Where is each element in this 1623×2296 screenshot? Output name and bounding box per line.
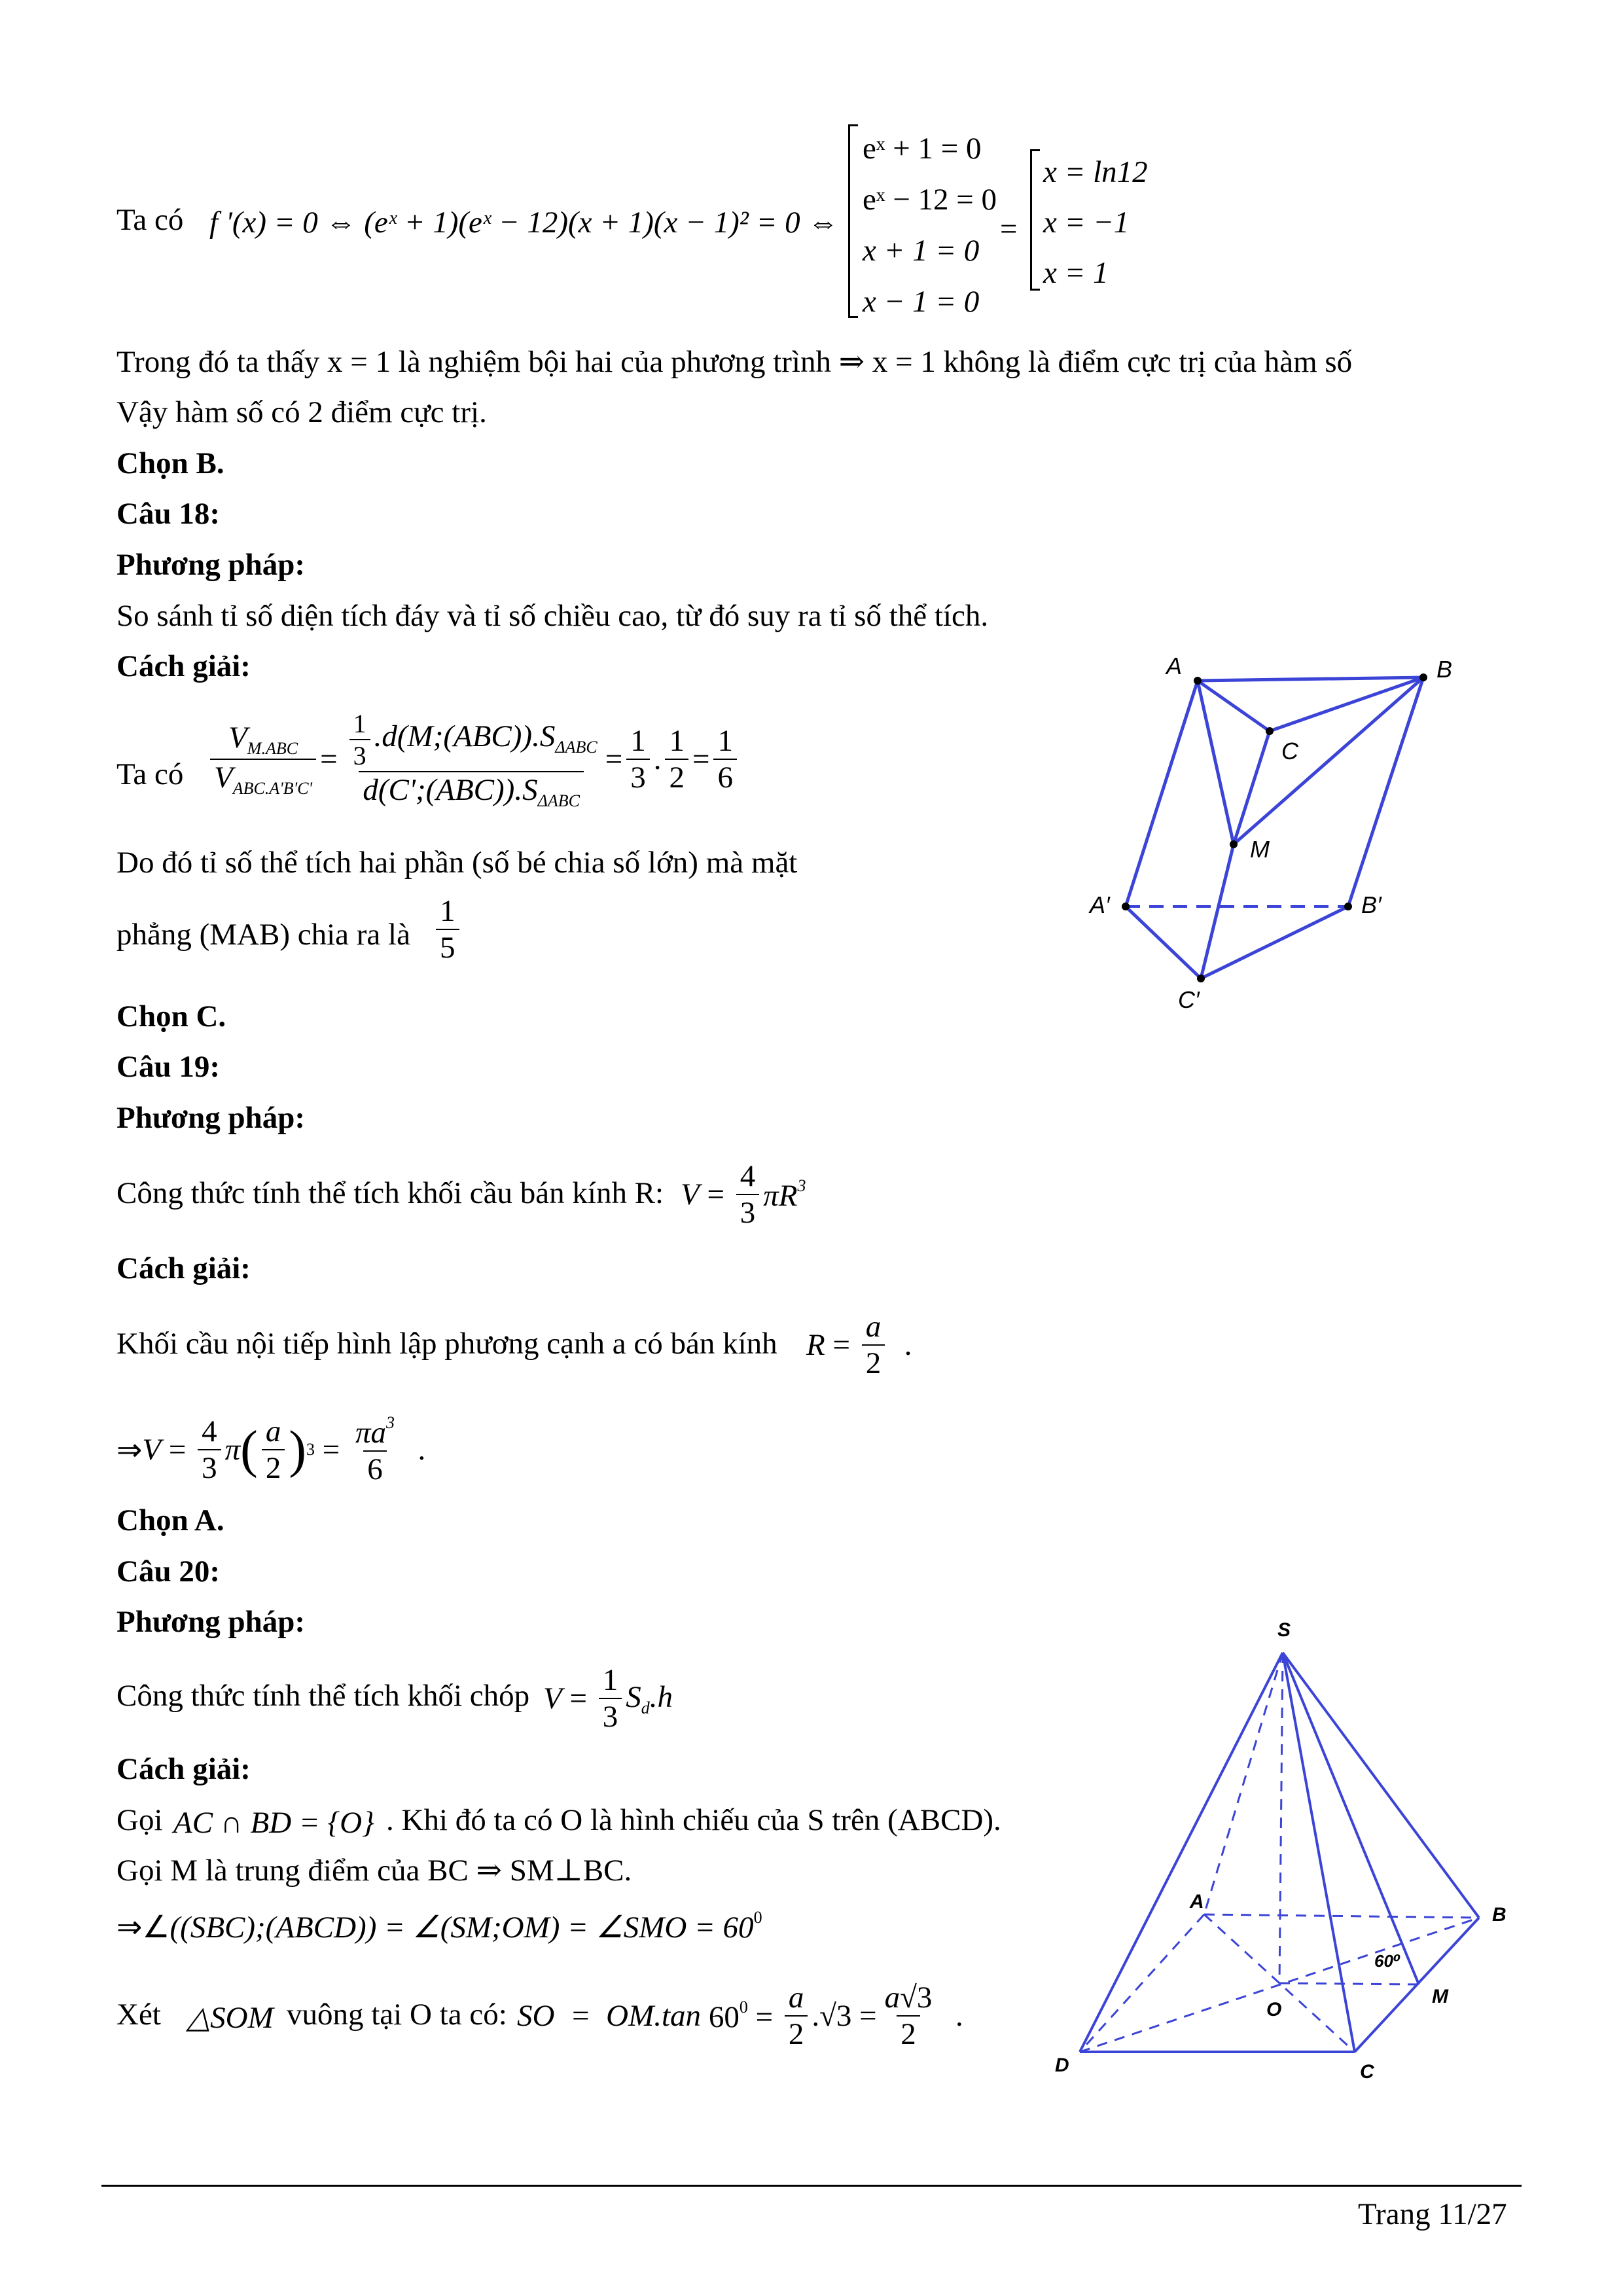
prism-figure (1073, 648, 1492, 1014)
q19-formula: V = $\frac{4}{3}$ $\pi R^3$ (681, 1159, 806, 1230)
q20-title: Câu 20: (116, 1554, 220, 1588)
q20-line-1a: Gọi (116, 1803, 163, 1837)
q17-system-3: x + 1 = 0 (863, 234, 980, 268)
pyramid-label-o: O (1266, 1999, 1282, 2020)
q19-text: Khối cầu nội tiếp hình lập phương cạnh a có bán kính (116, 1327, 777, 1361)
footer-rule (101, 2185, 1522, 2187)
q17-system-bracket (848, 124, 858, 318)
q18-title: Câu 18: (116, 497, 220, 531)
q19-method: Công thức tính thể tích khối cầu bán kính R: (116, 1176, 664, 1210)
q18-formula: $\frac{V_{M.ABC}}{V_{ABC.A'B'C'}}$ = $\frac{1}{3}$ $.d(M;(ABC)).S_{\Delta ABC}$ $d(C';(ABC)).S_{\Delta ABC}$ = $\frac{1}{3}$ . $\frac{1}{2}$ = $\frac{1}{6}$ (206, 694, 741, 825)
q17-system-4: x − 1 = 0 (863, 285, 980, 319)
q20-formula: V = $\frac{1}{3}$ $S_d.h$ (543, 1663, 673, 1734)
q19-volume: ⇒ V = $\frac{4}{3}$ π ( $\frac{a}{2}$ ) 3 = $\frac{\pi a^3}{6}$ . (116, 1412, 426, 1486)
q17-roots-bracket (1030, 149, 1040, 291)
q17-system-2: eˣ − 12 = 0 (863, 183, 997, 217)
q17-equation: f '(x) = 0 ⇔ (eˣ + 1)(eˣ − 12)(x + 1)(x − 1)² = 0 ⇔ (209, 206, 839, 240)
q20-line-4a: Xét (116, 1998, 161, 2032)
page-number: Trang 11/27 (1358, 2197, 1507, 2231)
pyramid-figure (1047, 1610, 1518, 2081)
q19-method-label: Phương pháp: (116, 1101, 306, 1135)
pyramid-label-d: D (1055, 2054, 1069, 2076)
q20-line-4b: vuông tại O ta có: (287, 1998, 507, 2032)
q18-method: So sánh tỉ số diện tích đáy và tỉ số chiều cao, từ đó suy ra tỉ số thể tích. (116, 599, 989, 633)
q20-triangle: △SOM (187, 2001, 274, 2035)
prism-label-a: A (1166, 653, 1183, 679)
q20-line-1b: . Khi đó ta có O là hình chiếu của S trên (ABCD). (386, 1803, 1001, 1837)
q19-answer: Chọn A. (116, 1503, 224, 1537)
prism-label-c-prime: C′ (1178, 986, 1200, 1013)
q19-radius: R = $\frac{a}{2}$ . (806, 1310, 912, 1380)
q20-line-3: ⇒∠((SBC);(ABCD)) = ∠(SM;OM) = ∠SMO = $60^0$ (116, 1908, 762, 1945)
pyramid-label-c: C (1360, 2061, 1374, 2081)
q18-solution-label: Cách giải: (116, 649, 251, 683)
q20-method-label: Phương pháp: (116, 1605, 306, 1639)
q18-lead: Ta có (116, 757, 184, 791)
pyramid-label-a: A (1190, 1891, 1204, 1912)
prism-label-m: M (1250, 836, 1270, 863)
q20-line-1-math: AC ∩ BD = {O} (173, 1806, 374, 1840)
q20-line-4-math: SO = OM.tan $60^0$ = $\frac{a}{2}$ .√3 = $\frac{a√3}{2}$ . (517, 1981, 963, 2051)
q18-method-label: Phương pháp: (116, 548, 306, 582)
q17-answer: Chọn B. (116, 446, 224, 480)
q20-method: Công thức tính thể tích khối chóp (116, 1679, 530, 1713)
q17-conclusion-1: Trong đó ta thấy x = 1 là nghiệm bội hai của phương trình ⇒ x = 1 không là điểm cực trị của hàm số (116, 345, 1353, 379)
prism-label-a-prime: A′ (1090, 891, 1110, 918)
q18-answer: Chọn C. (116, 999, 226, 1033)
q17-eq-sign: = (1000, 212, 1018, 246)
q17-lead: Ta có (116, 203, 184, 237)
q17-system-1: eˣ + 1 = 0 (863, 132, 982, 166)
pyramid-angle-label: 60⁰ (1374, 1951, 1401, 1971)
q20-solution-label: Cách giải: (116, 1752, 251, 1786)
prism-label-b-prime: B′ (1361, 891, 1382, 918)
q19-solution-label: Cách giải: (116, 1251, 251, 1285)
q20-line-2: Gọi M là trung điểm của BC ⇒ SM⊥BC. (116, 1854, 632, 1888)
q17-root-1: x = ln12 (1043, 155, 1148, 189)
pyramid-label-b: B (1492, 1904, 1507, 1926)
q18-ratio: $\frac{1}{5}$ (432, 893, 463, 965)
pyramid-label-s: S (1277, 1619, 1291, 1641)
pyramid-label-m: M (1432, 1986, 1448, 2007)
prism-label-b: B (1436, 656, 1453, 683)
q19-title: Câu 19: (116, 1050, 220, 1084)
q17-root-3: x = 1 (1043, 256, 1109, 290)
q17-root-2: x = −1 (1043, 206, 1130, 240)
q18-text-1: Do đó tỉ số thể tích hai phần (số bé chia số lớn) mà mặt (116, 846, 798, 880)
q18-text-2: phẳng (MAB) chia ra là (116, 918, 410, 952)
q17-conclusion-2: Vậy hàm số có 2 điểm cực trị. (116, 395, 487, 429)
prism-label-c: C (1281, 738, 1298, 764)
